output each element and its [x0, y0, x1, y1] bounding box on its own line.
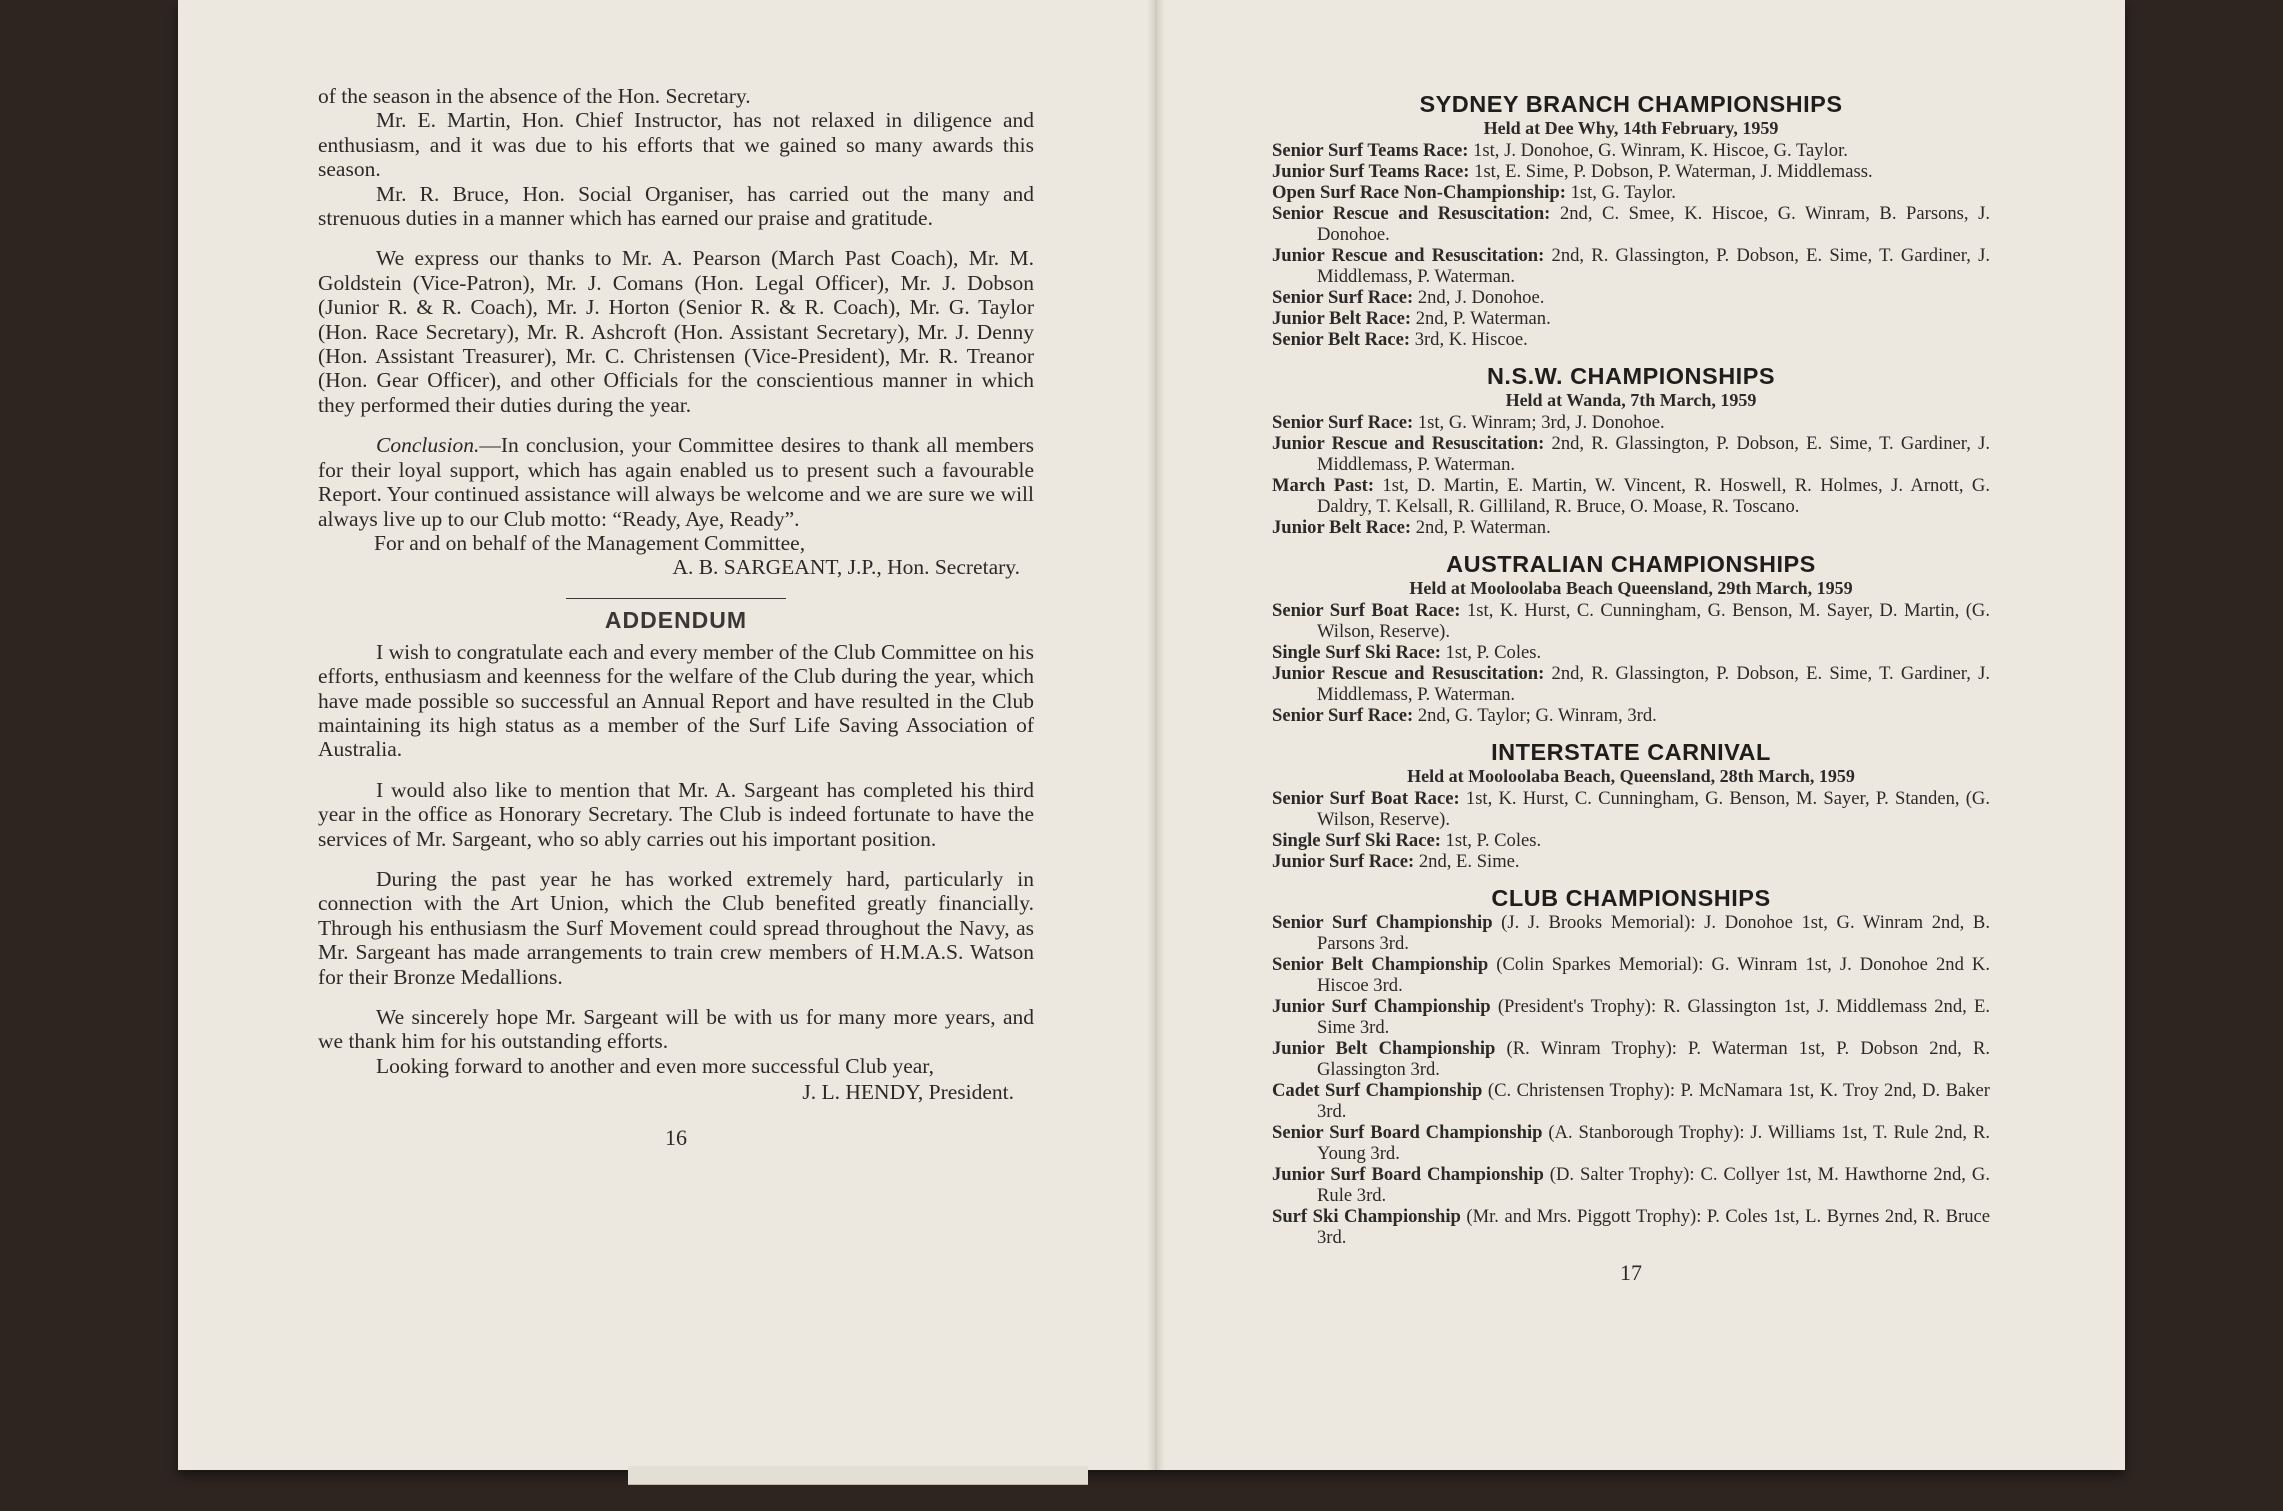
event-name: Junior Surf Championship	[1272, 996, 1491, 1017]
addendum-paragraph: I would also like to mention that Mr. A. Sargeant has completed his third year in the office as Honorary Secretary. The Club is indeed fortunate to have the services of Mr. Sargeant, who so ably carries out his important position.	[318, 777, 1034, 851]
paragraph: Mr. E. Martin, Hon. Chief Instructor, has not relaxed in diligence and enthusiasm, and it was due to his efforts that we gained so many awards this season.	[318, 108, 1034, 182]
section-subtitle: Held at Dee Why, 14th February, 1959	[1483, 118, 1779, 138]
event-name: Junior Rescue and Resuscitation:	[1272, 433, 1545, 454]
event-name: Junior Surf Board Championship	[1272, 1164, 1544, 1185]
addendum-paragraph: We sincerely hope Mr. Sargeant will be with us for many more years, and we thank him for his outstanding efforts.	[318, 1005, 1034, 1054]
result-entry	[1272, 287, 1990, 308]
event-result: 3rd, K. Hiscoe.	[1410, 329, 1528, 350]
paragraph: Mr. R. Bruce, Hon. Social Organiser, has carried out the many and strenuous duties in a manner which has earned our praise and gratitude.	[318, 181, 1034, 231]
results-list	[1272, 600, 1990, 726]
section-title: N.S.W. CHAMPIONSHIPS	[1486, 363, 1776, 389]
section-subtitle: Held at Wanda, 7th March, 1959	[1505, 390, 1757, 410]
conclusion-text: —In conclusion, your Committee desires to thank all members for their loyal support, which has again enabled us to present such a favourable Report. Your continued assistance will always be welcome and we are sure we will always live up to our Club motto: “Ready, Aye, Ready”.	[318, 433, 1034, 531]
event-result: (President's Trophy): R. Glassington 1st, J. Middlemass 2nd, E. Sime 3rd.	[1317, 996, 1990, 1038]
event-name: Junior Rescue and Resuscitation:	[1272, 663, 1545, 684]
result-entry	[1272, 1080, 1990, 1122]
event-name: Senior Surf Race:	[1272, 705, 1414, 726]
page-number-right: 17	[1620, 1260, 1642, 1285]
result-entry	[1272, 203, 1990, 245]
result-entry	[1272, 1206, 1990, 1248]
section-subtitle: Held at Mooloolaba Beach Queensland, 29th March, 1959	[1409, 578, 1853, 598]
event-result: 1st, K. Hurst, C. Cunningham, G. Benson, M. Sayer, D. Martin, (G. Wilson, Reserve).	[1317, 600, 1991, 642]
result-entry	[1272, 308, 1990, 329]
event-result: 2nd, R. Glassington, P. Dobson, E. Sime, T. Gardiner, J. Middlemass, P. Waterman.	[1317, 433, 1990, 475]
result-entry	[1272, 1164, 1990, 1206]
event-result: (Colin Sparkes Memorial): G. Winram 1st, J. Donohoe 2nd K. Hiscoe 3rd.	[1317, 954, 1990, 996]
president-signature: J. L. HENDY, President.	[802, 1080, 1014, 1105]
signoff	[318, 531, 1034, 580]
event-result: 2nd, J. Donohoe.	[1413, 287, 1545, 308]
section-title: AUSTRALIAN CHAMPIONSHIPS	[1446, 551, 1816, 577]
event-name: Senior Belt Race:	[1272, 329, 1411, 350]
event-result: 2nd, G. Taylor; G. Winram, 3rd.	[1413, 705, 1657, 726]
event-name: Senior Surf Championship	[1272, 912, 1493, 933]
event-result: 2nd, P. Waterman.	[1411, 517, 1551, 538]
event-result: (R. Winram Trophy): P. Waterman 1st, P. Dobson 2nd, R. Glassington 3rd.	[1317, 1038, 1990, 1080]
result-entry	[1272, 996, 1990, 1038]
event-result: 1st, P. Coles.	[1440, 642, 1542, 663]
result-entry	[1272, 329, 1990, 350]
event-result: (D. Salter Trophy): C. Collyer 1st, M. Hawthorne 2nd, G. Rule 3rd.	[1317, 1164, 1990, 1206]
right-page	[1272, 90, 1990, 1286]
event-name: Senior Surf Boat Race:	[1272, 600, 1461, 621]
event-result: 1st, G. Taylor.	[1565, 182, 1676, 203]
event-result: 2nd, E. Sime.	[1414, 851, 1520, 872]
signoff-line-2: A. B. SARGEANT, J.P., Hon. Secretary.	[672, 555, 1020, 580]
event-name: Senior Surf Board Championship	[1272, 1122, 1543, 1143]
result-entry	[1272, 830, 1990, 851]
addendum-paragraph: I wish to congratulate each and every member of the Club Committee on his efforts, enthusiasm and keenness for the welfare of the Club during the year, which have made possible so successful an Annual Report and have resulted in the Club maintaining its high status as a member of the Surf Life Saving Association of Australia.	[318, 639, 1034, 762]
event-name: Junior Belt Championship	[1272, 1038, 1496, 1059]
result-entry	[1272, 140, 1990, 161]
result-entry	[1272, 1038, 1990, 1080]
event-result: 1st, D. Martin, E. Martin, W. Vincent, R. Hoswell, R. Holmes, J. Arnott, G. Daldry, T. Kelsall, R. Gilliland, R. Bruce, O. Moase, R. Toscano.	[1317, 475, 1990, 517]
result-entry	[1272, 705, 1990, 726]
result-entry	[1272, 912, 1990, 954]
event-result: 1st, J. Donohoe, G. Winram, K. Hiscoe, G. Taylor.	[1468, 140, 1848, 161]
event-name: Cadet Surf Championship	[1272, 1080, 1483, 1101]
event-result: (J. J. Brooks Memorial): J. Donohoe 1st, G. Winram 2nd, B. Parsons 3rd.	[1317, 912, 1990, 954]
results-list	[1272, 412, 1990, 538]
addendum-paragraph: During the past year he has worked extremely hard, particularly in connection with the Art Union, which the Club benefited greatly financially. Through his enthusiasm the Surf Movement could spread throughout the Navy, as Mr. Sargeant has made arrangements to train crew members of H.M.A.S. Watson for their Bronze Medallions.	[318, 866, 1034, 989]
left-paragraphs	[318, 84, 1034, 417]
result-entry	[1272, 182, 1990, 203]
conclusion-label: Conclusion.	[376, 433, 480, 458]
result-entry	[1272, 517, 1990, 538]
page-number-left: 16	[665, 1124, 687, 1150]
conclusion-paragraph	[318, 433, 1034, 531]
event-name: Surf Ski Championship	[1272, 1206, 1461, 1227]
event-name: Senior Rescue and Resuscitation:	[1272, 203, 1551, 224]
event-name: Senior Surf Teams Race:	[1272, 140, 1469, 161]
event-name: Junior Belt Race:	[1272, 308, 1412, 329]
event-result: (C. Christensen Trophy): P. McNamara 1st, K. Troy 2nd, D. Baker 3rd.	[1317, 1080, 1990, 1122]
event-result: (Mr. and Mrs. Piggott Trophy): P. Coles 1st, L. Byrnes 2nd, R. Bruce 3rd.	[1317, 1206, 1990, 1248]
results-list	[1272, 788, 1990, 872]
section-subtitle: Held at Mooloolaba Beach, Queensland, 28th March, 1959	[1407, 766, 1855, 786]
event-name: Single Surf Ski Race:	[1272, 642, 1441, 663]
event-name: Senior Surf Boat Race:	[1272, 788, 1460, 809]
result-entry	[1272, 433, 1990, 475]
result-entry	[1272, 1122, 1990, 1164]
page-edge	[628, 1466, 1088, 1485]
event-name: Senior Surf Race:	[1272, 287, 1414, 308]
event-result: (A. Stanborough Trophy): J. Williams 1st, T. Rule 2nd, R. Young 3rd.	[1317, 1122, 1991, 1164]
section-title: CLUB CHAMPIONSHIPS	[1491, 885, 1771, 911]
section-title: SYDNEY BRANCH CHAMPIONSHIPS	[1419, 91, 1843, 117]
event-name: Junior Surf Race:	[1272, 851, 1415, 872]
event-result: 2nd, R. Glassington, P. Dobson, E. Sime, T. Gardiner, J. Middlemass, P. Waterman.	[1317, 663, 1990, 705]
event-result: 1st, K. Hurst, C. Cunningham, G. Benson, M. Sayer, P. Standen, (G. Wilson, Reserve).	[1317, 788, 1991, 830]
page-gutter	[1147, 0, 1165, 1470]
event-name: Junior Surf Teams Race:	[1272, 161, 1470, 182]
left-page	[318, 84, 1034, 1151]
paragraph: of the season in the absence of the Hon. Secretary.	[318, 84, 751, 108]
result-entry	[1272, 642, 1990, 663]
result-entry	[1272, 788, 1990, 830]
event-result: 2nd, R. Glassington, P. Dobson, E. Sime, T. Gardiner, J. Middlemass, P. Waterman.	[1317, 245, 1990, 287]
addendum-heading: ADDENDUM	[604, 606, 748, 633]
event-name: March Past:	[1272, 475, 1375, 496]
event-name: Single Surf Ski Race:	[1272, 830, 1441, 851]
result-entry	[1272, 851, 1990, 872]
result-entry	[1272, 161, 1990, 182]
result-entry	[1272, 663, 1990, 705]
signoff-line-1: For and on behalf of the Management Committee,	[374, 530, 806, 555]
event-result: 2nd, P. Waterman.	[1411, 308, 1551, 329]
event-result: 1st, E. Sime, P. Dobson, P. Waterman, J. Middlemass.	[1469, 161, 1873, 182]
result-entry	[1272, 600, 1990, 642]
divider	[566, 598, 786, 599]
championship-sections	[1272, 90, 1990, 1248]
results-list	[1272, 140, 1990, 350]
event-name: Senior Belt Championship	[1272, 954, 1489, 975]
event-name: Junior Rescue and Resuscitation:	[1272, 245, 1545, 266]
paragraph: We express our thanks to Mr. A. Pearson (March Past Coach), Mr. M. Goldstein (Vice-Patron), Mr. J. Comans (Hon. Legal Officer), Mr. J. Dobson (Junior R. & R. Coach), Mr. J. Horton (Senior R. & R. Coach), Mr. G. Taylor (Hon. Race Secretary), Mr. R. Ashcroft (Hon. Assistant Secretary), Mr. J. Denny (Hon. Assistant Treasurer), Mr. C. Christensen (Vice-President), Mr. R. Treanor (Hon. Gear Officer), and other Officials for the conscientious manner in which they performed their duties during the year.	[318, 246, 1034, 417]
result-entry	[1272, 245, 1990, 287]
results-list	[1272, 912, 1990, 1248]
event-name: Junior Belt Race:	[1272, 517, 1412, 538]
result-entry	[1272, 475, 1990, 517]
result-entry	[1272, 412, 1990, 433]
event-name: Senior Surf Race:	[1272, 412, 1414, 433]
addendum-paragraph: Looking forward to another and even more successful Club year,	[376, 1053, 934, 1078]
result-entry	[1272, 954, 1990, 996]
event-result: 1st, G. Winram; 3rd, J. Donohoe.	[1413, 412, 1665, 433]
event-result: 1st, P. Coles.	[1440, 830, 1542, 851]
section-title: INTERSTATE CARNIVAL	[1491, 739, 1771, 765]
event-name: Open Surf Race Non-Championship:	[1272, 182, 1566, 203]
addendum-paragraphs	[318, 640, 1034, 1079]
event-result: 2nd, C. Smee, K. Hiscoe, G. Winram, B. Parsons, J. Donohoe.	[1317, 203, 1991, 245]
